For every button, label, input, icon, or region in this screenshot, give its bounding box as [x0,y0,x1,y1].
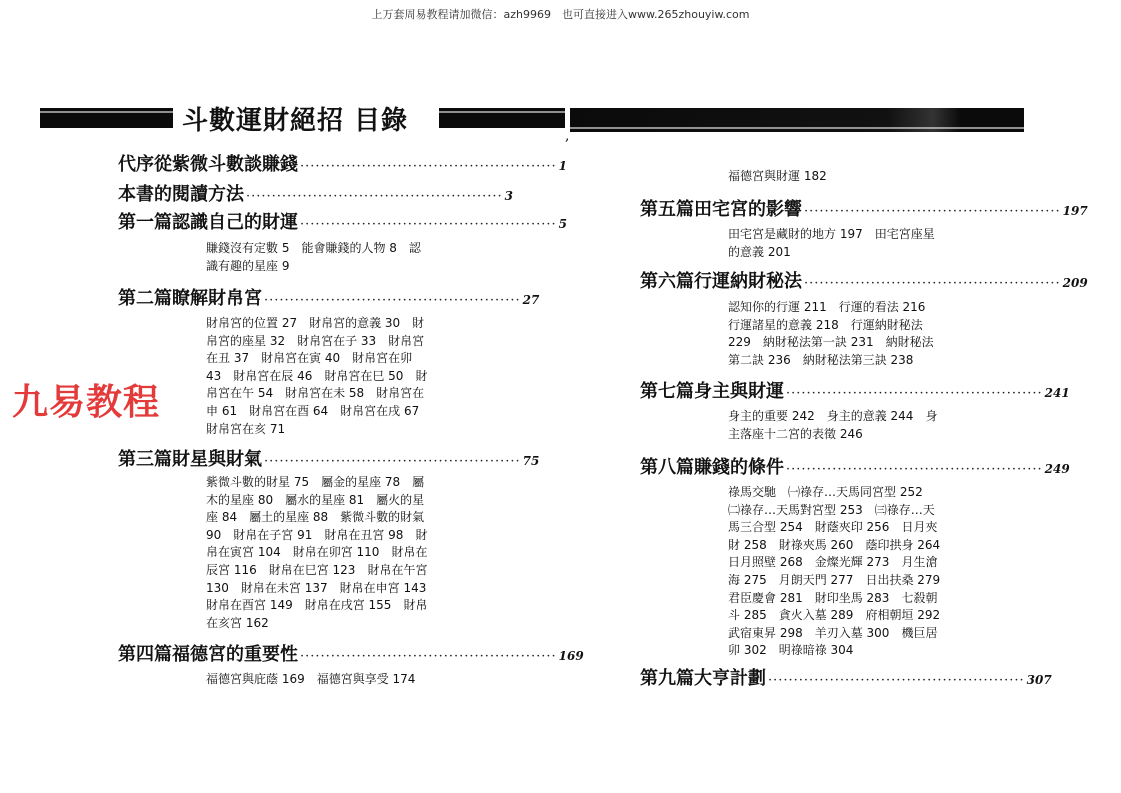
chapter-4-continued: 福德宮與財運 182 [728,169,827,183]
chapter-number: 第五篇 [640,199,694,220]
toc-chapter-6 [640,267,1088,293]
chapter-8-sections: 祿馬交馳 ㈠祿存…天馬同宮型 252 ㈡祿存…天馬對宮型 253 ㈢祿存…天 馬三合型 254 財蔭夾印 256 日月夾 財 258 財祿夾馬 260 蔭印拱身 264 日月照壁 268 金燦光輝 273 月生滄 海 275 月朗天門 277 日出扶桑 279 君臣慶會 281 財印坐馬 283 七殺朝 斗 285 貪火入墓 289 府相朝垣 292 武宿東昇 298 羊刃入墓 300 機巨居 卯 302 明祿暗祿 304 [728,485,941,658]
leader-dots: ·················································· [264,454,521,469]
chapter-number: 第三篇 [118,449,172,470]
chapter-title: 瞭解財帛宮 [172,288,262,309]
chapter-number: 第六篇 [640,271,694,292]
toc-chapter-2 [118,284,540,310]
toc-entry-preface [118,150,567,176]
leader-dots: ·················································· [300,159,557,174]
toc-chapter-5 [640,195,1088,221]
chapter-number: 第四篇 [118,644,172,665]
title-bar-right [570,108,1024,132]
chapter-1-sections: 賺錢沒有定數 5 能會賺錢的人物 8 認 識有趣的星座 9 [206,241,421,273]
leader-dots: ·················································· [786,386,1043,401]
toc-entry-reading [118,180,513,206]
page-fold-mark: , [565,128,570,144]
entry-title: 從紫微斗數談賺錢 [154,154,298,175]
toc-chapter-3 [118,445,540,471]
toc-chapter-1 [118,208,567,234]
chapter-page: 209 [1062,276,1088,290]
leader-dots: ·················································· [300,649,557,664]
chapter-title: 身主與財運 [694,381,784,402]
title-bar-middle [439,108,565,128]
chapter-title: 行運納財秘法 [694,271,802,292]
chapter-page: 5 [558,217,567,231]
chapter-number: 第九篇 [640,668,694,689]
chapter-page: 169 [558,649,584,663]
title-bar-left [40,108,173,128]
chapter-page: 249 [1044,462,1070,476]
chapter-number: 第二篇 [118,288,172,309]
chapter-page: 241 [1044,386,1070,400]
entry-label: 代序 [118,154,154,175]
leader-dots: ·················································· [768,673,1025,688]
page-title: 斗數運財絕招 目錄 [182,106,409,136]
toc-chapter-9 [640,664,1052,690]
chapter-7-sections: 身主的重要 242 身主的意義 244 身 主落座十二宮的表徵 246 [728,409,938,441]
chapter-title: 財星與財氣 [172,449,262,470]
chapter-4-sections: 福德宮與庇蔭 169 福德宮與享受 174 [206,672,416,686]
chapter-page: 197 [1062,204,1088,218]
chapter-title: 認識自己的財運 [172,212,298,233]
chapter-number: 第一篇 [118,212,172,233]
chapter-3-sections: 紫微斗數的財星 75 屬金的星座 78 屬 木的星座 80 屬水的星座 81 屬火的星 座 84 屬土的星座 88 紫微斗數的財氣 90 財帛在子宮 91 財帛在丑宮 98 財 帛在寅宮 104 財帛在卯宮 110 財帛在 辰宮 116 財帛在巳宮 123 財帛在午宮 130 財帛在未宮 137 財帛在申宮 143 財帛在酉宮 149 財帛在戌宮 155 財帛 在亥宮 162 [206,475,428,630]
top-banner: 上万套周易教程请加微信：azh9969 也可直接进入www.265zhouyiw.com [371,8,750,21]
entry-page: 3 [504,189,513,203]
chapter-number: 第八篇 [640,457,694,478]
chapter-title: 賺錢的條件 [694,457,784,478]
leader-dots: ·················································· [786,462,1043,477]
chapter-5-sections: 田宅宮是藏財的地方 197 田宅宮座星 的意義 201 [728,227,935,259]
leader-dots: ·················································· [300,217,557,232]
chapter-title: 大亨計劃 [694,668,766,689]
chapter-page: 27 [522,293,540,307]
chapter-page: 75 [522,454,540,468]
leader-dots: ·················································· [264,293,521,308]
leader-dots: ·················································· [804,204,1061,219]
chapter-title: 田宅宮的影響 [694,199,802,220]
watermark-logo: 九易教程 [12,382,161,423]
chapter-title: 福德宮的重要性 [172,644,298,665]
entry-page: 1 [558,159,567,173]
chapter-number: 第七篇 [640,381,694,402]
leader-dots: ·················································· [804,276,1061,291]
chapter-2-sections: 財帛宮的位置 27 財帛宮的意義 30 財 帛宮的座星 32 財帛宮在子 33 財帛宮 在丑 37 財帛宮在寅 40 財帛宮在卯 43 財帛宮在辰 46 財帛宮在巳 50 財 帛宮在午 54 財帛宮在未 58 財帛宮在 申 61 財帛宮在酉 64 財帛宮在戌 67 財帛宮在亥 71 [206,316,428,436]
toc-chapter-8 [640,453,1070,479]
toc-chapter-7 [640,377,1070,403]
leader-dots: ·················································· [246,189,503,204]
chapter-6-sections: 認知你的行運 211 行運的看法 216 行運諸星的意義 218 行運納財秘法 229 納財秘法第一訣 231 納財秘法 第二訣 236 納財秘法第三訣 238 [728,300,934,367]
chapter-page: 307 [1026,673,1052,687]
entry-title: 本書的閱讀方法 [118,184,244,205]
toc-chapter-4 [118,640,584,666]
